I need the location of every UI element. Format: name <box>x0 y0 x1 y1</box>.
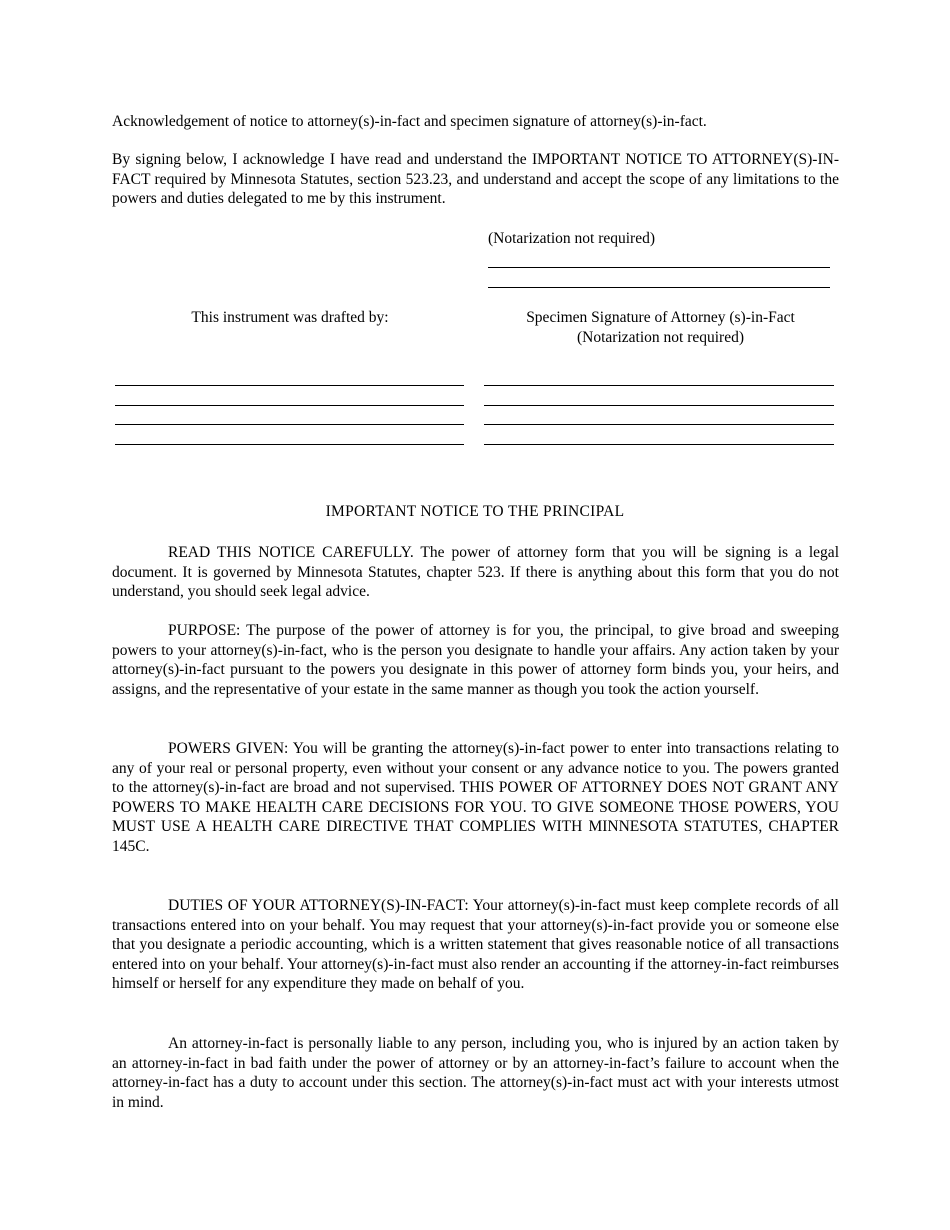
acknowledgement-heading: Acknowledgement of notice to attorney(s)-in-fact and specimen signature of attorney(s)-in-fact. <box>112 113 707 130</box>
specimen-signature-line <box>484 444 834 445</box>
notice-title: IMPORTANT NOTICE TO THE PRINCIPAL <box>325 503 625 520</box>
notice-duties: DUTIES OF YOUR ATTORNEY(S)-IN-FACT: Your attorney(s)-in-fact must keep complete records of all transactions entered into on your behalf. You may request that your attorney(s)-in-fact provide you or someone else that you designate a periodic accounting, which is a written statement that gives reasonable notice of all transactions entered into on your behalf. Your attorney(s)-in-fact must also render an accounting if the attorney-in-fact reimburses himself or herself for any expenditure they made on behalf of you. <box>112 897 839 992</box>
signature-line <box>488 267 830 268</box>
notice-liability: An attorney-in-fact is personally liable to any person, including you, who is injured by an action taken by an attorney-in-fact in bad faith under the power of attorney or by an attorney-in-fact’s failure to account when the attorney-in-fact has a duty to account under this section. The attorney(s)-in-fact must act with your interests utmost in mind. <box>112 1035 839 1111</box>
drafted-by-line <box>115 424 464 425</box>
drafted-by-label: This instrument was drafted by: <box>191 309 389 326</box>
drafted-by-line <box>115 444 464 445</box>
signature-line <box>488 287 830 288</box>
drafted-by-line <box>115 385 464 386</box>
notarization-note-top: (Notarization not required) <box>488 230 655 247</box>
drafted-by-line <box>115 405 464 406</box>
specimen-signature-line <box>484 385 834 386</box>
notice-powers-given: POWERS GIVEN: You will be granting the attorney(s)-in-fact power to enter into transactions relating to any of your real or personal property, even without your consent or any advance notice to you. The powers granted to the attorney(s)-in-fact are broad and not supervised. THIS POWER OF ATTORNEY DOES NOT GRANT ANY POWERS TO MAKE HEALTH CARE DECISIONS FOR YOU. TO GIVE SOMEONE THOSE POWERS, YOU MUST USE A HEALTH CARE DIRECTIVE THAT COMPLIES WITH MINNESOTA STATUTES, CHAPTER 145C. <box>112 740 839 855</box>
specimen-signature-label: Specimen Signature of Attorney (s)-in-Fact <box>526 309 795 326</box>
specimen-signature-line <box>484 405 834 406</box>
acknowledgement-statement: By signing below, I acknowledge I have read and understand the IMPORTANT NOTICE TO ATTORNEY(S)-IN-FACT required by Minnesota Statutes, section 523.23, and understand and accept the scope of any limitations to the powers and duties delegated to me by this instrument. <box>112 151 839 207</box>
specimen-signature-line <box>484 424 834 425</box>
notice-read-carefully: READ THIS NOTICE CAREFULLY. The power of attorney form that you will be signing is a legal document. It is governed by Minnesota Statutes, chapter 523. If there is anything about this form that you do not understand, you should seek legal advice. <box>112 544 839 600</box>
notarization-note-bottom: (Notarization not required) <box>577 329 744 346</box>
notice-purpose: PURPOSE: The purpose of the power of attorney is for you, the principal, to give broad and sweeping powers to your attorney(s)-in-fact, who is the person you designate to handle your affairs. Any action taken by your attorney(s)-in-fact pursuant to the powers you designate in this power of attorney form binds you, your heirs, and assigns, and the representative of your estate in the same manner as though you took the action yourself. <box>112 622 839 698</box>
